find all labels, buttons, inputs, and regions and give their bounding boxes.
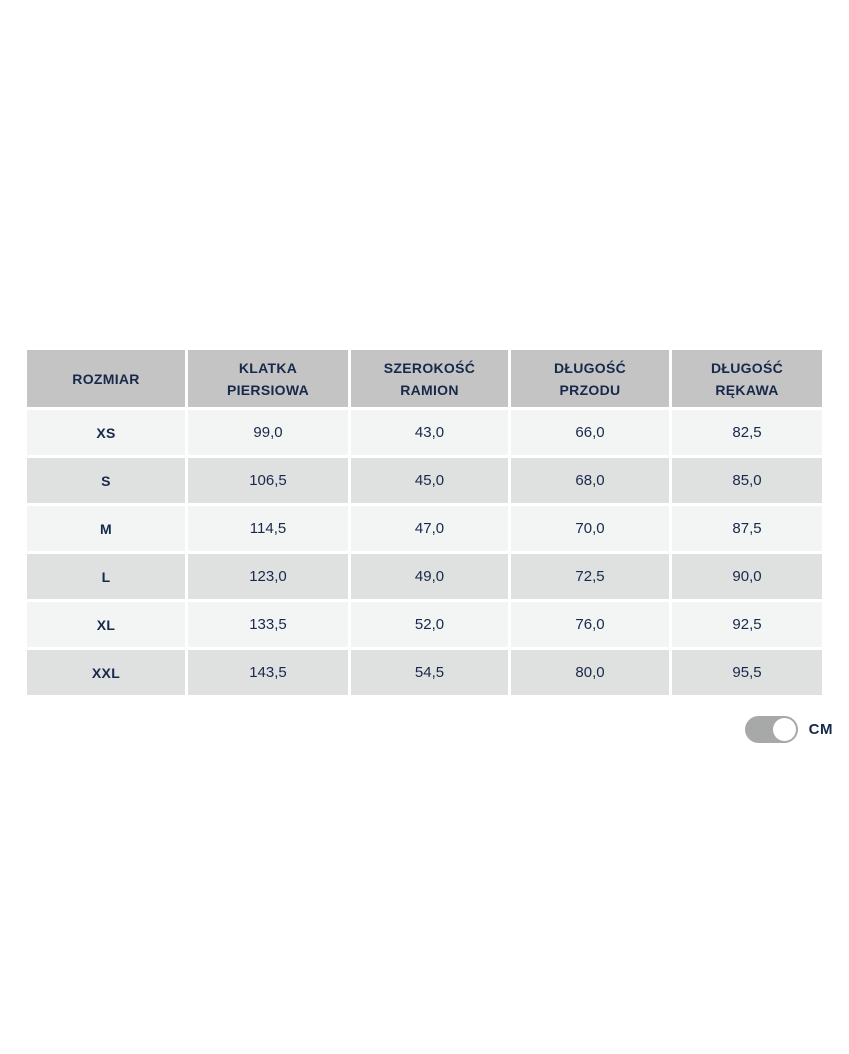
size-label-l: L <box>27 554 185 599</box>
table-cell-xs-shoulder: 43,0 <box>351 410 508 455</box>
column-header-shoulder: SZEROKOŚĆ RAMION <box>351 350 508 407</box>
table-cell-xs-sleeve-length: 82,5 <box>672 410 822 455</box>
column-header-chest: KLATKA PIERSIOWA <box>188 350 348 407</box>
table-cell-xl-chest: 133,5 <box>188 602 348 647</box>
table-cell-l-front-length: 72,5 <box>511 554 669 599</box>
table-cell-m-chest: 114,5 <box>188 506 348 551</box>
table-cell-xl-front-length: 76,0 <box>511 602 669 647</box>
table-cell-xxl-sleeve-length: 95,5 <box>672 650 822 695</box>
table-cell-s-chest: 106,5 <box>188 458 348 503</box>
table-cell-m-sleeve-length: 87,5 <box>672 506 822 551</box>
table-cell-xl-sleeve-length: 92,5 <box>672 602 822 647</box>
table-cell-xxl-shoulder: 54,5 <box>351 650 508 695</box>
column-header-size: ROZMIAR <box>27 350 185 407</box>
table-cell-xxl-front-length: 80,0 <box>511 650 669 695</box>
table-cell-l-shoulder: 49,0 <box>351 554 508 599</box>
size-label-xxl: XXL <box>27 650 185 695</box>
size-chart-table <box>27 350 822 695</box>
unit-label: CM <box>808 721 833 738</box>
size-label-xl: XL <box>27 602 185 647</box>
table-cell-xs-front-length: 66,0 <box>511 410 669 455</box>
table-cell-xl-shoulder: 52,0 <box>351 602 508 647</box>
table-cell-l-chest: 123,0 <box>188 554 348 599</box>
table-cell-l-sleeve-length: 90,0 <box>672 554 822 599</box>
column-header-front-length: DŁUGOŚĆ PRZODU <box>511 350 669 407</box>
toggle-knob-icon <box>773 718 796 741</box>
table-cell-s-sleeve-length: 85,0 <box>672 458 822 503</box>
unit-toggle[interactable] <box>745 716 798 743</box>
column-header-sleeve-length: DŁUGOŚĆ RĘKAWA <box>672 350 822 407</box>
size-label-m: M <box>27 506 185 551</box>
size-label-xs: XS <box>27 410 185 455</box>
table-cell-s-front-length: 68,0 <box>511 458 669 503</box>
unit-toggle-row <box>745 716 833 743</box>
table-cell-m-shoulder: 47,0 <box>351 506 508 551</box>
table-cell-s-shoulder: 45,0 <box>351 458 508 503</box>
table-cell-xs-chest: 99,0 <box>188 410 348 455</box>
table-cell-m-front-length: 70,0 <box>511 506 669 551</box>
size-label-s: S <box>27 458 185 503</box>
table-cell-xxl-chest: 143,5 <box>188 650 348 695</box>
